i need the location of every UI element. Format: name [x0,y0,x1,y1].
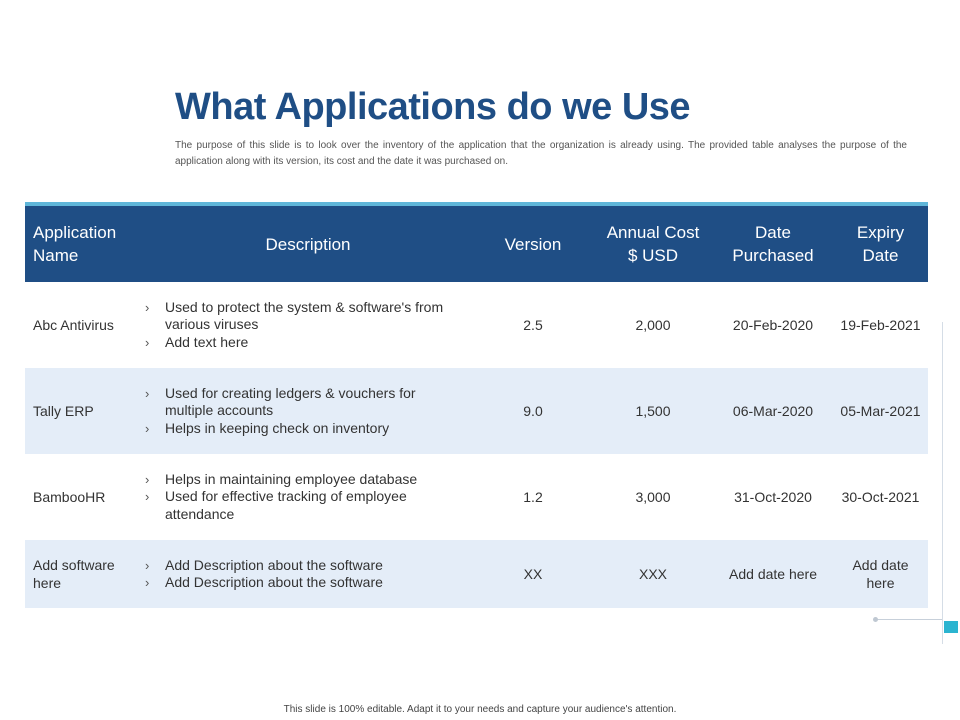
table-header-row [25,206,928,282]
cell-description [143,454,473,540]
chevron-right-icon: › [145,385,150,401]
table-row [25,540,928,608]
description-item: › Helps in keeping check on inventory [145,419,390,436]
header-description: Description [265,234,351,254]
applications-table [25,202,928,608]
header-application-name: Application Name [33,223,117,265]
cell-description [143,368,473,454]
description-item: › Used for effective tracking of employee attendance [145,488,407,522]
description-item: › Add Description about the software [145,556,383,573]
chevron-right-icon: › [145,420,150,436]
chevron-right-icon: › [145,334,150,350]
slide-subtitle: The purpose of this slide is to look over the inventory of the application that the organization is already using. The provided table analyses the purpose of the application along with its version, its cost and the date it was purchased on. [175,140,907,167]
decorative-vertical-line [942,322,943,644]
decorative-accent-square [944,621,958,633]
cell-expiry-date: 19-Feb-2021 [840,317,921,333]
chevron-right-icon: › [145,575,150,590]
cell-date-purchased: Add date here [729,566,817,582]
chevron-right-icon: › [145,471,150,487]
cell-expiry-date: 05-Mar-2021 [840,403,921,419]
cell-version: 1.2 [523,489,543,505]
cell-description [143,540,473,608]
chevron-right-icon: › [145,557,150,573]
table-row [25,454,928,540]
chevron-right-icon: › [145,299,150,315]
table-row [25,368,928,454]
description-item: › Add Description about the software [145,574,383,590]
cell-annual-cost: 2,000 [635,317,671,333]
header-annual-cost: Annual Cost $ USD [606,223,700,265]
cell-expiry-date: Add date here [852,557,909,591]
chevron-right-icon: › [145,489,150,505]
header-expiry-date: Expiry Date [856,223,905,265]
table-row [25,282,928,368]
cell-version: XX [523,566,543,582]
cell-version: 2.5 [523,317,543,333]
description-item: › Helps in maintaining employee database [145,470,418,487]
header-date-purchased: Date Purchased [732,223,814,265]
cell-version: 9.0 [523,403,543,419]
description-item: › Used to protect the system & software's from various viruses [145,298,444,333]
cell-application-name: BambooHR [33,489,106,505]
header-version: Version [504,234,562,254]
slide-footer-note: This slide is 100% editable. Adapt it to your needs and capture your audience's attention. [283,704,677,715]
cell-annual-cost: 3,000 [635,489,671,505]
cell-expiry-date: 30-Oct-2021 [841,489,920,505]
cell-application-name: Add software here [33,557,115,591]
cell-date-purchased: 31-Oct-2020 [734,489,812,505]
description-item: › Used for creating ledgers & vouchers for multiple accounts [145,384,416,419]
decorative-dot [873,617,878,622]
description-list [145,385,467,438]
cell-description [143,282,473,368]
description-list [145,299,467,352]
cell-date-purchased: 06-Mar-2020 [732,403,814,419]
description-item: › Add text here [145,333,249,350]
cell-application-name: Tally ERP [33,403,94,419]
cell-annual-cost: 1,500 [635,403,671,419]
cell-annual-cost: XXX [638,566,667,582]
cell-date-purchased: 20-Feb-2020 [732,317,814,333]
description-list [145,557,467,592]
decorative-horizontal-line [876,619,942,620]
description-list [145,471,467,524]
slide-title: What Applications do we Use [175,86,691,128]
cell-application-name: Abc Antivirus [33,317,114,333]
